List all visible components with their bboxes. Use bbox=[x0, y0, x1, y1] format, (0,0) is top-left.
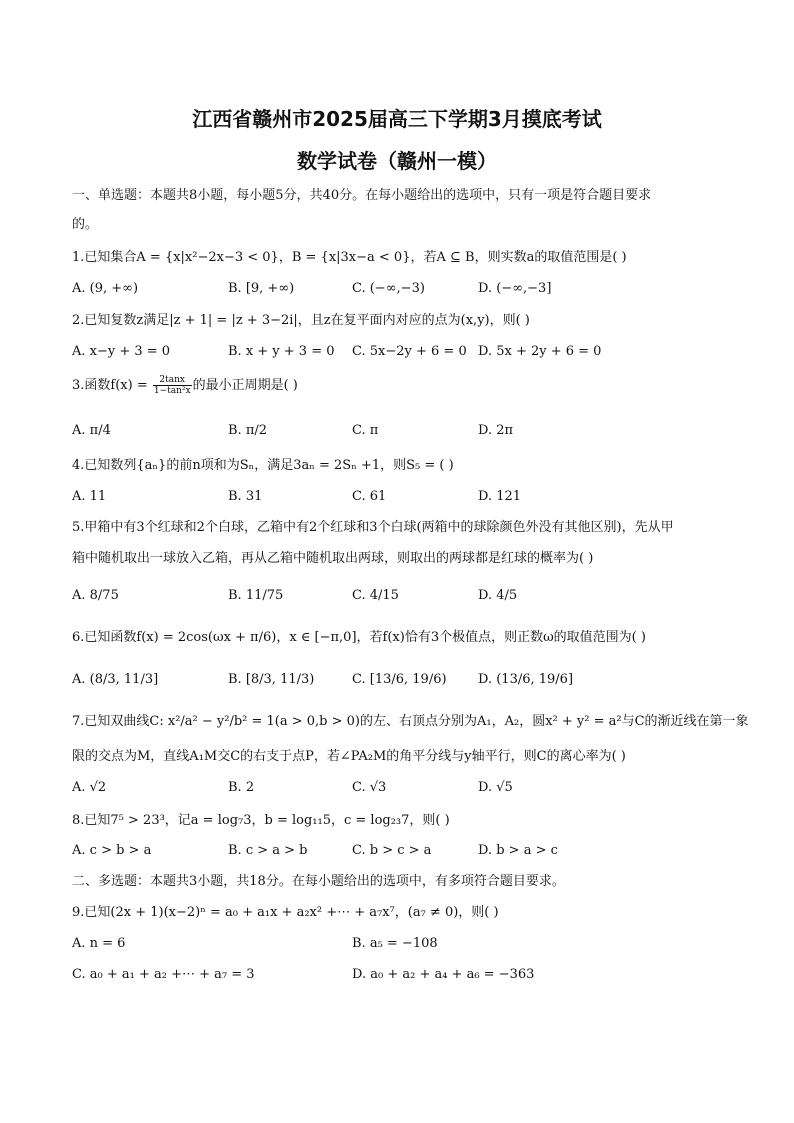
question-5-stem-cont: 箱中随机取出一球放入乙箱，再从乙箱中随机取出两球，则取出的两球都是红球的概率为( ) bbox=[72, 551, 594, 566]
question-8-option-d: D. b > a > c bbox=[478, 843, 558, 858]
question-5-stem: 5.甲箱中有3个红球和2个白球，乙箱中有2个红球和3个白球(两箱中的球除颜色外没有其他区别)，先从甲 bbox=[72, 520, 674, 535]
question-9-stem: 9.已知(2x + 1)(x−2)ⁿ = a₀ + a₁x + a₂x² +⋯ + a₇x⁷，(a₇ ≠ 0)，则( ) bbox=[72, 905, 499, 920]
question-8-stem: 8.已知7⁵ > 23³，记a = log₇3，b = log₁₁5，c = log₂₃7，则( ) bbox=[72, 813, 450, 828]
question-4-option-c: C. 61 bbox=[352, 489, 387, 504]
question-7-option-c: C. √3 bbox=[352, 780, 387, 795]
question-4-option-a: A. 11 bbox=[72, 489, 107, 504]
question-1-option-c: C. (−∞,−3) bbox=[352, 281, 425, 296]
question-3-fraction bbox=[153, 375, 192, 396]
question-3-option-a: A. π/4 bbox=[72, 423, 111, 438]
question-8-option-c: C. b > c > a bbox=[352, 843, 432, 858]
question-1-option-d: D. (−∞,−3] bbox=[478, 281, 552, 296]
question-2-option-c: C. 5x−2y + 6 = 0 bbox=[352, 344, 467, 359]
question-4-option-d: D. 121 bbox=[478, 489, 522, 504]
section-two-heading: 二、多选题：本题共3小题，共18分。在每小题给出的选项中，有多项符合题目要求。 bbox=[72, 874, 565, 889]
question-7-option-b: B. 2 bbox=[228, 780, 255, 795]
question-7-option-d: D. √5 bbox=[478, 780, 513, 795]
question-6-option-b: B. [8/3, 11/3) bbox=[228, 672, 315, 687]
question-7-stem: 7.已知双曲线C: x²/a² − y²/b² = 1(a > 0,b > 0)的左、右顶点分别为A₁，A₂，圆x² + y² = a²与C的渐近线在第一象 bbox=[72, 714, 749, 729]
question-3-stem-post: 的最小正周期是( ) bbox=[192, 378, 298, 393]
question-3-fraction-num: 2tanx bbox=[153, 375, 192, 386]
question-6-option-d: D. (13/6, 19/6] bbox=[478, 672, 574, 687]
question-8-option-b: B. c > a > b bbox=[228, 843, 308, 858]
question-7-option-a: A. √2 bbox=[72, 780, 107, 795]
question-6-option-a: A. (8/3, 11/3] bbox=[72, 672, 159, 687]
question-3-option-b: B. π/2 bbox=[228, 423, 268, 438]
question-1-option-a: A. (9, +∞) bbox=[72, 281, 139, 296]
page-subtitle: 数学试卷（赣州一模） bbox=[297, 149, 497, 173]
question-3-fraction-den: 1−tan²x bbox=[153, 386, 191, 396]
question-4-option-b: B. 31 bbox=[228, 489, 263, 504]
question-8-option-a: A. c > b > a bbox=[72, 843, 152, 858]
question-5-option-c: C. 4/15 bbox=[352, 588, 399, 603]
question-5-option-a: A. 8/75 bbox=[72, 588, 119, 603]
question-2-stem: 2.已知复数z满足|z + 1| = |z + 3−2i|，且z在复平面内对应的点为(x,y)，则( ) bbox=[72, 313, 530, 328]
question-2-option-d: D. 5x + 2y + 6 = 0 bbox=[478, 344, 602, 359]
section-one-heading-cont: 的。 bbox=[72, 217, 99, 232]
question-3-stem bbox=[72, 375, 298, 396]
question-3-option-c: C. π bbox=[352, 423, 379, 438]
question-2-option-a: A. x−y + 3 = 0 bbox=[72, 344, 171, 359]
question-9-option-c: C. a₀ + a₁ + a₂ +⋯ + a₇ = 3 bbox=[72, 967, 255, 982]
question-1-stem: 1.已知集合A = {x|x²−2x−3 < 0}，B = {x|3x−a < 0}，若A ⊆ B，则实数a的取值范围是( ) bbox=[72, 250, 627, 265]
question-7-stem-cont: 限的交点为M，直线A₁M交C的右支于点P，若∠PA₂M的角平分线与y轴平行，则C的离心率为( ) bbox=[72, 749, 626, 764]
question-5-option-d: D. 4/5 bbox=[478, 588, 518, 603]
question-3-stem-pre: 3.函数f(x) = bbox=[72, 378, 152, 393]
question-9-option-b: B. a₅ = −108 bbox=[352, 936, 438, 951]
question-5-option-b: B. 11/75 bbox=[228, 588, 284, 603]
question-6-option-c: C. [13/6, 19/6) bbox=[352, 672, 447, 687]
question-4-stem: 4.已知数列{aₙ}的前n项和为Sₙ，满足3aₙ = 2Sₙ +1，则S₅ = ( ) bbox=[72, 458, 454, 473]
question-2-option-b: B. x + y + 3 = 0 bbox=[228, 344, 335, 359]
question-9-option-d: D. a₀ + a₂ + a₄ + a₆ = −363 bbox=[352, 967, 535, 982]
question-1-option-b: B. [9, +∞) bbox=[228, 281, 295, 296]
section-one-heading: 一、单选题：本题共8小题，每小题5分，共40分。在每小题给出的选项中，只有一项是符合题目要求 bbox=[72, 188, 652, 203]
page-title: 江西省赣州市2025届高三下学期3月摸底考试 bbox=[192, 107, 602, 131]
question-3-option-d: D. 2π bbox=[478, 423, 514, 438]
question-6-stem: 6.已知函数f(x) = 2cos(ωx + π/6)，x ∈ [−π,0]，若f(x)恰有3个极值点，则正数ω的取值范围为( ) bbox=[72, 630, 646, 645]
question-9-option-a: A. n = 6 bbox=[72, 936, 126, 951]
